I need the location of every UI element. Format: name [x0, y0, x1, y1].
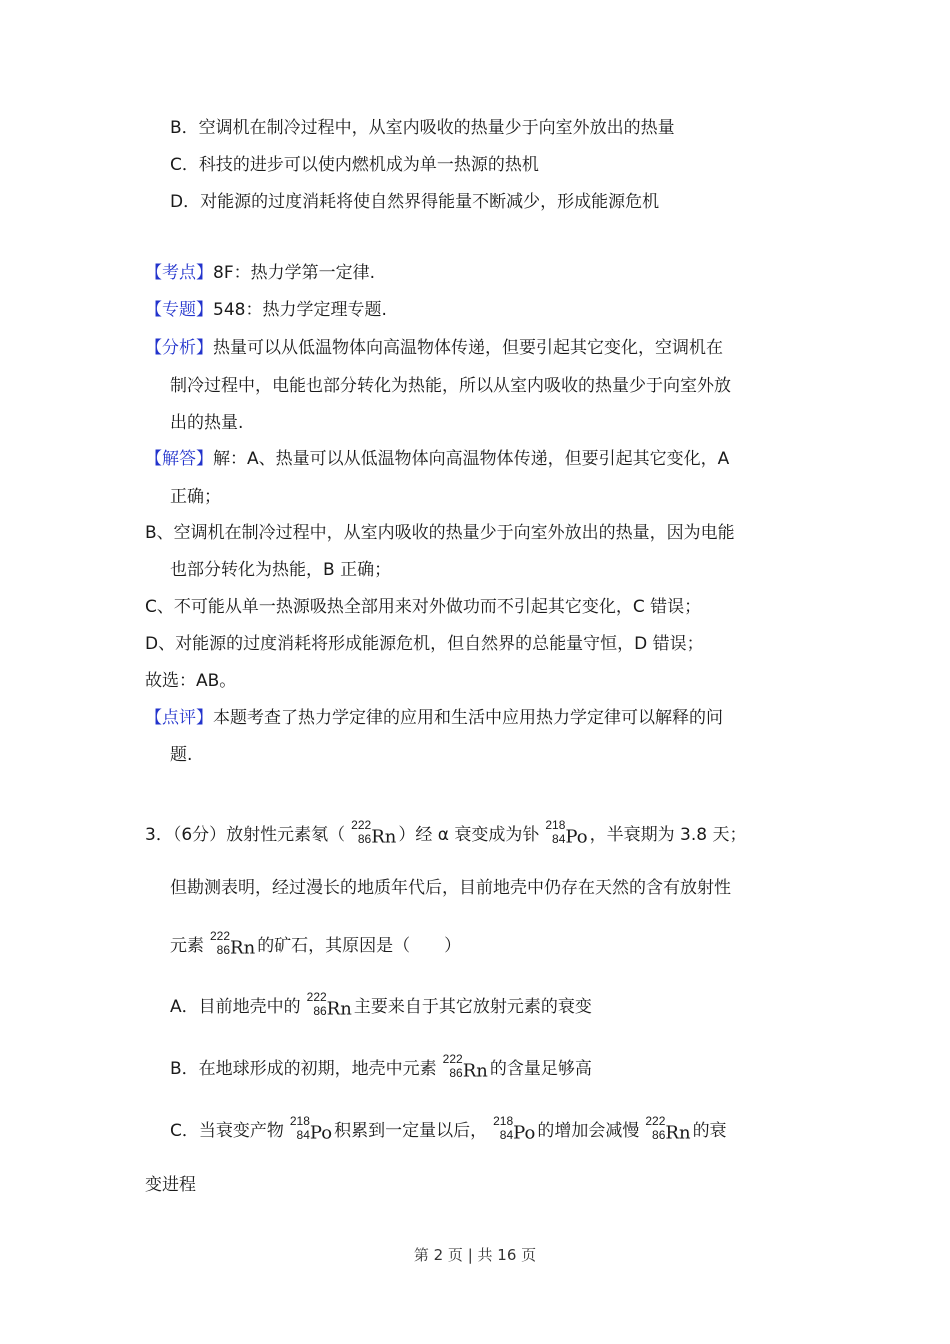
element-symbol: Po — [309, 1122, 333, 1144]
fenxi-line: 出的热量. — [170, 413, 244, 433]
element-symbol: Rn — [230, 937, 256, 959]
atomic-number: 86 — [357, 832, 372, 846]
nuclide-po — [545, 818, 587, 852]
element-symbol: Rn — [462, 1060, 488, 1082]
jieda-line: 故选：AB。 — [145, 671, 237, 691]
stem-text: 元素 — [170, 936, 204, 956]
mass-number: 218 — [493, 1114, 514, 1128]
option-text: 主要来自于其它放射元素的衰变 — [353, 997, 592, 1017]
zhuanti-tag: 【专题】 — [145, 300, 213, 320]
nuclide-rn — [645, 1114, 690, 1148]
page-footer: 第 2 页 | 共 16 页 — [413, 1246, 537, 1264]
stem-text: ）经 α 衰变成为钋 — [398, 825, 540, 845]
option-text: 的含量足够高 — [489, 1059, 592, 1079]
stem-text: 的矿石，其原因是（ ） — [257, 936, 462, 956]
mass-number: 218 — [289, 1114, 310, 1128]
option-label: C． — [170, 1121, 199, 1141]
zhuanti-text: 548：热力学定理专题. — [213, 300, 387, 320]
atomic-number: 84 — [296, 1128, 310, 1142]
element-symbol: Po — [565, 826, 588, 848]
dianping-line: 本题考查了热力学定律的应用和生活中应用热力学定律可以解释的问 — [213, 708, 723, 728]
kaodian-section — [145, 262, 375, 284]
atomic-number: 86 — [449, 1066, 463, 1080]
option-label: C． — [170, 155, 199, 175]
option-label: B． — [170, 1059, 199, 1079]
q3-option-c — [170, 1114, 727, 1148]
q3-option-b — [170, 1052, 592, 1086]
jieda-line: 也部分转化为热能，B 正确； — [170, 560, 392, 580]
nuclide-po — [493, 1114, 535, 1148]
kaodian-text: 8F：热力学第一定律. — [213, 263, 375, 283]
dianping-line: 题. — [170, 745, 193, 765]
fenxi-tag: 【分析】 — [145, 338, 213, 358]
question3-stem-line1 — [145, 818, 746, 852]
option-label: B． — [170, 118, 199, 138]
option-text: 当衰变产物 — [198, 1121, 284, 1141]
option-text: 在地球形成的初期，地壳中元素 — [198, 1059, 437, 1079]
fenxi-line: 热量可以从低温物体向高温物体传递，但要引起其它变化，空调机在 — [213, 338, 723, 358]
option-text: 目前地壳中的 — [198, 997, 301, 1017]
atomic-number: 84 — [552, 832, 566, 846]
jieda-tag: 【解答】 — [145, 449, 213, 469]
stem-text: ，半衰期为 3.8 天； — [589, 825, 747, 845]
option-text: 对能源的过度消耗将使自然界得能量不断减少，形成能源危机 — [200, 192, 660, 212]
atomic-number: 86 — [652, 1128, 666, 1142]
nuclide-po — [290, 1114, 332, 1148]
element-symbol: Rn — [665, 1122, 691, 1144]
question3-stem-line2: 但勘测表明，经过漫长的地质年代后，目前地壳中仍存在天然的含有放射性 — [170, 878, 731, 898]
jieda-line: C、不可能从单一热源吸热全部用来对外做功而不引起其它变化，C 错误； — [145, 597, 702, 617]
option-b-prev — [170, 117, 675, 139]
atomic-number: 86 — [216, 943, 231, 957]
option-text: 的衰 — [692, 1121, 727, 1141]
zhuanti-section — [145, 299, 387, 321]
nuclide-rn — [351, 818, 396, 852]
option-c-prev — [170, 154, 539, 176]
question-number: 3． — [145, 825, 173, 845]
element-symbol: Po — [513, 1122, 536, 1144]
dianping-section — [145, 707, 723, 729]
atomic-number: 84 — [499, 1128, 514, 1142]
option-label: A． — [170, 997, 199, 1017]
nuclide-rn — [210, 929, 255, 963]
jieda-line: 解：A、热量可以从低温物体向高温物体传递，但要引起其它变化，A — [213, 449, 730, 469]
kaodian-tag: 【考点】 — [145, 263, 213, 283]
mass-number: 222 — [351, 818, 372, 832]
q3-option-a — [170, 990, 592, 1024]
dianping-tag: 【点评】 — [145, 708, 213, 728]
element-symbol: Rn — [371, 826, 397, 848]
jieda-section — [145, 448, 729, 470]
option-text: 科技的进步可以使内燃机成为单一热源的热机 — [198, 155, 539, 175]
nuclide-rn — [307, 990, 352, 1024]
atomic-number: 86 — [313, 1004, 327, 1018]
fenxi-section — [145, 337, 723, 359]
mass-number: 218 — [545, 818, 566, 832]
option-label: D． — [170, 192, 201, 212]
fenxi-line: 制冷过程中，电能也部分转化为热能，所以从室内吸收的热量少于向室外放 — [170, 376, 731, 396]
mass-number: 222 — [210, 929, 231, 943]
jieda-line: B、空调机在制冷过程中，从室内吸收的热量少于向室外放出的热量，因为电能 — [145, 523, 735, 543]
jieda-line: D、对能源的过度消耗将形成能源危机，但自然界的总能量守恒，D 错误； — [145, 634, 704, 654]
option-text: 积累到一定量以后， — [334, 1121, 488, 1141]
mass-number: 222 — [306, 990, 327, 1004]
question-score: （6分）放射性元素氡（ — [172, 825, 346, 845]
element-symbol: Rn — [326, 998, 352, 1020]
jieda-line: 正确； — [170, 487, 221, 507]
question3-stem-line3 — [170, 929, 461, 963]
option-text: 空调机在制冷过程中，从室内吸收的热量少于向室外放出的热量 — [198, 118, 675, 138]
option-text: 的增加会减慢 — [537, 1121, 640, 1141]
mass-number: 222 — [645, 1114, 666, 1128]
nuclide-rn — [443, 1052, 488, 1086]
mass-number: 222 — [442, 1052, 463, 1066]
q3-option-c-continuation: 变进程 — [145, 1175, 196, 1195]
option-d-prev — [170, 191, 659, 213]
